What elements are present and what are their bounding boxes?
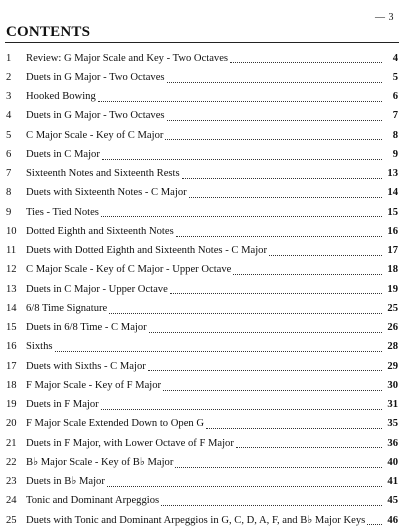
entry-title: Duets with Tonic and Dominant Arpeggios in G, C, D, A, F, and B♭ Major Keys (26, 514, 366, 526)
entry-title: Dotted Eighth and Sixteenth Notes (26, 225, 174, 237)
entry-title: Duets in 6/8 Time - C Major (26, 322, 147, 334)
toc-entry-1[interactable] (0, 47, 404, 66)
entry-title: Duets in F Major (26, 399, 99, 411)
toc-entry-23[interactable] (0, 471, 404, 490)
entry-number: 10 (6, 225, 17, 237)
dot-leader (149, 332, 382, 333)
entry-title: Duets in C Major (26, 148, 100, 160)
entry-title: Duets in C Major - Upper Octave (26, 283, 168, 295)
toc-entry-14[interactable] (0, 297, 404, 316)
toc-entry-9[interactable] (0, 201, 404, 220)
entry-title: Ties - Tied Notes (26, 206, 99, 218)
entry-title: Sixths (26, 341, 53, 353)
entry-page: 7 (392, 110, 398, 122)
dot-leader (107, 486, 382, 487)
toc-entry-19[interactable] (0, 394, 404, 413)
entry-number: 2 (6, 71, 12, 83)
entry-number: 15 (6, 322, 17, 334)
entry-page: 41 (387, 476, 398, 488)
toc-entry-2[interactable] (0, 66, 404, 85)
entry-page: 13 (387, 168, 398, 180)
dot-leader (109, 313, 382, 314)
toc-entry-5[interactable] (0, 124, 404, 143)
entry-number: 23 (6, 476, 17, 488)
entry-number: 17 (6, 360, 17, 372)
dot-leader (189, 197, 382, 198)
dot-leader (269, 255, 382, 256)
entry-number: 1 (6, 52, 12, 64)
entry-page: 30 (387, 379, 398, 391)
dot-leader (236, 447, 382, 448)
entry-page: 16 (387, 225, 398, 237)
entry-number: 19 (6, 399, 17, 411)
dot-leader (101, 216, 382, 217)
entry-page: 36 (387, 437, 398, 449)
entry-page: 26 (387, 322, 398, 334)
contents-heading: CONTENTS (6, 24, 91, 40)
entry-page: 9 (392, 148, 398, 160)
entry-number: 13 (6, 283, 17, 295)
entry-number: 12 (6, 264, 17, 276)
entry-number: 16 (6, 341, 17, 353)
toc-entry-7[interactable] (0, 163, 404, 182)
entry-title: C Major Scale - Key of C Major - Upper Octave (26, 264, 232, 276)
entry-page: 35 (387, 418, 398, 430)
toc-entry-22[interactable] (0, 451, 404, 470)
entry-number: 11 (6, 245, 17, 257)
entry-number: 14 (6, 302, 17, 314)
entry-number: 20 (6, 418, 17, 430)
toc-entry-6[interactable] (0, 143, 404, 162)
entry-page: 45 (387, 495, 398, 507)
dot-leader (167, 120, 382, 121)
entry-page: 8 (392, 129, 398, 141)
entry-page: 46 (387, 514, 398, 526)
dot-leader (163, 390, 382, 391)
entry-number: 21 (6, 437, 17, 449)
entry-title: Tonic and Dominant Arpeggios (26, 495, 160, 507)
entry-page: 40 (387, 456, 398, 468)
toc-entry-21[interactable] (0, 432, 404, 451)
entry-title: Duets with Dotted Eighth and Sixteenth Notes - C Major (26, 245, 267, 257)
entry-title: B♭ Major Scale - Key of B♭ Major (26, 456, 174, 468)
entry-title: Duets with Sixteenth Notes - C Major (26, 187, 187, 199)
toc-entry-4[interactable] (0, 105, 404, 124)
entry-number: 5 (6, 129, 12, 141)
toc-entry-15[interactable] (0, 317, 404, 336)
entry-page: 28 (387, 341, 398, 353)
entry-number: 3 (6, 91, 12, 103)
entry-title: Duets in B♭ Major (26, 476, 105, 488)
toc-entry-3[interactable] (0, 86, 404, 105)
entry-title: Duets with Sixths - C Major (26, 360, 146, 372)
toc-entry-11[interactable] (0, 240, 404, 259)
entry-number: 22 (6, 456, 17, 468)
entry-page: 19 (387, 283, 398, 295)
toc-entry-20[interactable] (0, 413, 404, 432)
toc-entry-24[interactable] (0, 490, 404, 509)
entry-number: 4 (6, 110, 12, 122)
dot-leader (101, 409, 382, 410)
entry-number: 9 (6, 206, 12, 218)
entry-page: 29 (387, 360, 398, 372)
dot-leader (206, 428, 382, 429)
entry-number: 8 (6, 187, 12, 199)
entry-page: 31 (387, 399, 398, 411)
toc-entry-13[interactable] (0, 278, 404, 297)
dot-leader (230, 62, 382, 63)
entry-page: 5 (392, 71, 398, 83)
toc-entry-18[interactable] (0, 374, 404, 393)
entry-page: 18 (387, 264, 398, 276)
entry-page: 25 (387, 302, 398, 314)
dot-leader (233, 274, 382, 275)
toc-entry-16[interactable] (0, 336, 404, 355)
entry-number: 18 (6, 379, 17, 391)
dot-leader (182, 178, 382, 179)
entry-title: Sixteenth Notes and Sixteenth Rests (26, 168, 180, 180)
entry-page: 14 (387, 187, 398, 199)
heading-rule (5, 42, 399, 43)
dot-leader (165, 139, 382, 140)
entry-title: Duets in F Major, with Lower Octave of F Major (26, 437, 234, 449)
entry-title: Duets in G Major - Two Octaves (26, 110, 165, 122)
entry-title: Review: G Major Scale and Key - Two Octaves (26, 52, 229, 64)
toc-entry-12[interactable] (0, 259, 404, 278)
page-number: — 3 (375, 12, 394, 23)
dot-leader (176, 236, 382, 237)
entry-title: F Major Scale - Key of F Major (26, 379, 162, 391)
entry-number: 7 (6, 168, 12, 180)
entry-page: 6 (392, 91, 398, 103)
table-of-contents (0, 47, 404, 528)
dot-leader (55, 351, 383, 352)
entry-page: 4 (392, 52, 398, 64)
entry-title: C Major Scale - Key of C Major (26, 129, 164, 141)
toc-entry-10[interactable] (0, 220, 404, 239)
dot-leader (98, 101, 382, 102)
dot-leader (170, 293, 382, 294)
entry-number: 6 (6, 148, 12, 160)
dot-leader (161, 505, 382, 506)
entry-number: 24 (6, 495, 17, 507)
toc-entry-17[interactable] (0, 355, 404, 374)
dot-leader (175, 467, 382, 468)
toc-entry-8[interactable] (0, 182, 404, 201)
entry-title: Hooked Bowing (26, 91, 96, 103)
dot-leader (148, 370, 382, 371)
entry-title: Duets in G Major - Two Octaves (26, 71, 165, 83)
entry-number: 25 (6, 514, 17, 526)
entry-title: F Major Scale Extended Down to Open G (26, 418, 204, 430)
entry-page: 17 (387, 245, 398, 257)
toc-entry-25[interactable] (0, 509, 404, 528)
entry-page: 15 (387, 206, 398, 218)
entry-title: 6/8 Time Signature (26, 302, 108, 314)
dot-leader (102, 159, 382, 160)
dot-leader (167, 82, 382, 83)
